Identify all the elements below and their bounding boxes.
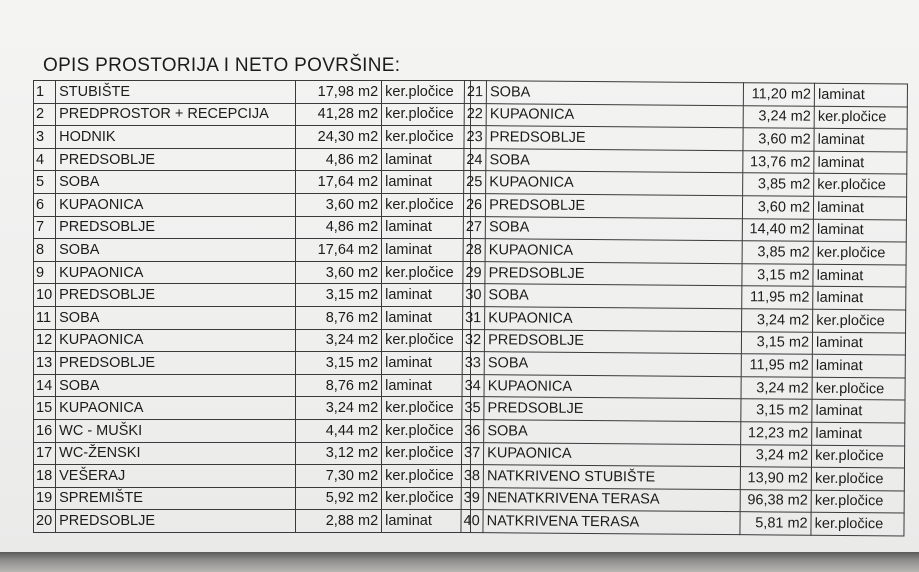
room-number: 36: [462, 419, 484, 442]
room-area: 11,95 m2: [742, 286, 813, 309]
room-flooring: ker.pločice: [382, 465, 471, 488]
rooms-table-right: [460, 80, 908, 536]
room-name: KUPAONICA: [484, 374, 741, 399]
room-name: PREDSOBLJE: [56, 284, 296, 307]
room-name: PREDSOBLJE: [484, 397, 741, 422]
room-number: 13: [34, 352, 56, 375]
room-number: 9: [34, 261, 56, 284]
room-number: 29: [463, 261, 485, 284]
room-area: 4,86 m2: [296, 148, 382, 171]
room-flooring: laminat: [382, 171, 471, 194]
room-flooring: ker.pločice: [382, 397, 471, 420]
room-row: [34, 374, 471, 397]
room-flooring: laminat: [814, 196, 907, 219]
room-flooring: ker.pločice: [382, 103, 471, 126]
room-name: PREDSOBLJE: [56, 216, 296, 239]
room-number: 21: [464, 81, 486, 104]
room-area: 8,76 m2: [296, 306, 382, 329]
room-number: 30: [463, 284, 485, 307]
room-flooring: ker.pločice: [811, 513, 904, 536]
room-area: 3,15 m2: [296, 284, 382, 307]
room-row: [461, 510, 904, 536]
room-name: SOBA: [56, 171, 296, 194]
room-row: [34, 352, 471, 375]
room-area: 96,38 m2: [740, 489, 811, 512]
room-name: NENATKRIVENA TERASA: [483, 487, 740, 512]
room-name: STUBIŠTE: [56, 81, 296, 104]
page-bottom-edge: [0, 552, 919, 572]
room-number: 27: [463, 216, 485, 239]
room-number: 20: [34, 510, 56, 533]
room-area: 3,15 m2: [741, 331, 812, 354]
room-number: 22: [464, 103, 486, 126]
room-number: 10: [34, 284, 56, 307]
room-number: 32: [462, 329, 484, 352]
room-row: [34, 397, 471, 420]
room-row: [34, 329, 471, 352]
room-row: [34, 261, 471, 284]
room-number: 11: [34, 306, 56, 329]
room-row: [34, 239, 471, 262]
room-flooring: ker.pločice: [814, 174, 907, 197]
room-flooring: laminat: [812, 332, 905, 355]
room-name: WC - MUŠKI: [56, 419, 296, 442]
room-flooring: laminat: [814, 128, 907, 151]
room-flooring: laminat: [382, 239, 471, 262]
room-flooring: laminat: [812, 354, 905, 377]
room-flooring: ker.pločice: [811, 467, 904, 490]
room-name: KUPAONICA: [56, 397, 296, 420]
room-area: 3,24 m2: [743, 105, 814, 128]
room-row: [34, 148, 471, 171]
room-flooring: ker.pločice: [382, 193, 471, 216]
room-name: SOBA: [485, 284, 742, 309]
room-name: KUPAONICA: [485, 239, 742, 264]
room-flooring: laminat: [813, 264, 906, 287]
room-name: SOBA: [484, 420, 741, 445]
room-area: 13,76 m2: [743, 150, 814, 173]
room-number: 19: [34, 487, 56, 510]
room-area: 3,24 m2: [296, 329, 382, 352]
room-flooring: laminat: [382, 352, 471, 375]
room-area: 11,95 m2: [741, 354, 812, 377]
room-name: PREDSOBLJE: [56, 510, 296, 533]
room-number: 35: [462, 397, 484, 420]
room-flooring: laminat: [812, 422, 905, 445]
room-area: 41,28 m2: [296, 103, 382, 126]
room-name: KUPAONICA: [486, 103, 743, 128]
room-flooring: ker.pločice: [814, 106, 907, 129]
room-row: [34, 487, 471, 510]
room-area: 3,15 m2: [741, 399, 812, 422]
room-area: 3,24 m2: [296, 397, 382, 420]
room-area: 17,64 m2: [296, 239, 382, 262]
room-row: [34, 216, 471, 239]
room-number: 8: [34, 239, 56, 262]
room-area: 13,90 m2: [740, 467, 811, 490]
room-number: 28: [463, 239, 485, 262]
room-row: [34, 465, 471, 488]
room-name: SOBA: [56, 374, 296, 397]
room-number: 7: [34, 216, 56, 239]
room-area: 3,24 m2: [741, 444, 812, 467]
room-number: 33: [462, 352, 484, 375]
room-name: PREDSOBLJE: [486, 194, 743, 219]
room-flooring: ker.pločice: [812, 377, 905, 400]
room-number: 24: [464, 148, 486, 171]
room-name: KUPAONICA: [56, 329, 296, 352]
room-name: SOBA: [484, 352, 741, 377]
room-flooring: ker.pločice: [812, 445, 905, 468]
room-area: 3,60 m2: [743, 128, 814, 151]
room-name: KUPAONICA: [56, 261, 296, 284]
room-name: PREDSOBLJE: [486, 126, 743, 151]
room-number: 14: [34, 374, 56, 397]
rooms-table-left: [33, 80, 471, 533]
room-number: 5: [34, 171, 56, 194]
room-area: 2,88 m2: [296, 510, 382, 533]
room-row: [34, 442, 471, 465]
room-number: 40: [461, 510, 483, 533]
room-flooring: laminat: [382, 216, 471, 239]
room-number: 12: [34, 329, 56, 352]
document-title: OPIS PROSTORIJA I NETO POVRŠINE:: [43, 55, 401, 76]
room-name: KUPAONICA: [56, 193, 296, 216]
room-flooring: ker.pločice: [813, 309, 906, 332]
room-name: PREDSOBLJE: [56, 352, 296, 375]
room-number: 39: [461, 487, 483, 510]
room-flooring: ker.pločice: [811, 490, 904, 513]
room-name: KUPAONICA: [486, 171, 743, 196]
room-flooring: laminat: [813, 287, 906, 310]
room-area: 3,60 m2: [296, 261, 382, 284]
room-number: 37: [461, 442, 483, 465]
room-name: KUPAONICA: [485, 307, 742, 332]
room-flooring: ker.pločice: [813, 241, 906, 264]
room-name: SOBA: [486, 81, 743, 106]
room-number: 23: [464, 126, 486, 149]
room-flooring: laminat: [382, 374, 471, 397]
room-area: 8,76 m2: [296, 374, 382, 397]
room-name: VEŠERAJ: [56, 465, 296, 488]
room-flooring: laminat: [813, 219, 906, 242]
room-area: 5,81 m2: [740, 512, 811, 535]
room-name: SOBA: [486, 148, 743, 173]
room-flooring: ker.pločice: [382, 81, 471, 104]
room-row: [34, 284, 471, 307]
room-name: PREDSOBLJE: [485, 329, 742, 354]
room-area: 11,20 m2: [743, 83, 814, 106]
room-area: 17,64 m2: [296, 171, 382, 194]
room-row: [34, 510, 471, 533]
room-number: 34: [462, 374, 484, 397]
room-name: SOBA: [56, 306, 296, 329]
room-flooring: laminat: [382, 510, 471, 533]
room-area: 4,44 m2: [296, 419, 382, 442]
room-number: 2: [34, 103, 56, 126]
room-area: 3,60 m2: [743, 196, 814, 219]
room-name: HODNIK: [56, 126, 296, 149]
room-row: [34, 171, 471, 194]
room-name: KUPAONICA: [484, 442, 741, 467]
room-number: 4: [34, 148, 56, 171]
room-row: [34, 126, 471, 149]
room-row: [34, 81, 471, 104]
room-flooring: ker.pločice: [382, 126, 471, 149]
room-number: 1: [34, 81, 56, 104]
room-row: [34, 419, 471, 442]
room-area: 3,24 m2: [742, 309, 813, 332]
room-flooring: laminat: [812, 400, 905, 423]
room-area: 17,98 m2: [296, 81, 382, 104]
room-area: 3,85 m2: [742, 241, 813, 264]
room-area: 3,12 m2: [296, 442, 382, 465]
room-row: [34, 193, 471, 216]
room-area: 12,23 m2: [741, 422, 812, 445]
room-flooring: ker.pločice: [382, 419, 471, 442]
room-name: PREDSOBLJE: [56, 148, 296, 171]
room-flooring: laminat: [382, 148, 471, 171]
room-flooring: ker.pločice: [382, 261, 471, 284]
room-area: 3,60 m2: [296, 193, 382, 216]
room-flooring: ker.pločice: [382, 442, 471, 465]
room-area: 7,30 m2: [296, 465, 382, 488]
room-area: 3,85 m2: [743, 173, 814, 196]
room-area: 3,15 m2: [296, 352, 382, 375]
room-number: 17: [34, 442, 56, 465]
room-flooring: ker.pločice: [382, 487, 471, 510]
room-flooring: laminat: [382, 306, 471, 329]
room-name: WC-ŽENSKI: [56, 442, 296, 465]
room-flooring: ker.pločice: [382, 329, 471, 352]
room-area: 3,24 m2: [741, 376, 812, 399]
room-number: 15: [34, 397, 56, 420]
room-number: 3: [34, 126, 56, 149]
room-flooring: laminat: [814, 151, 907, 174]
room-name: NATKRIVENO STUBIŠTE: [483, 465, 740, 490]
room-name: SOBA: [485, 216, 742, 241]
room-name: NATKRIVENA TERASA: [483, 510, 740, 535]
room-area: 5,92 m2: [296, 487, 382, 510]
room-area: 4,86 m2: [296, 216, 382, 239]
room-area: 3,15 m2: [742, 263, 813, 286]
room-number: 25: [464, 171, 486, 194]
room-name: PREDSOBLJE: [485, 261, 742, 286]
room-name: SOBA: [56, 239, 296, 262]
room-number: 16: [34, 419, 56, 442]
room-number: 18: [34, 465, 56, 488]
room-area: 24,30 m2: [296, 126, 382, 149]
room-number: 38: [461, 465, 483, 488]
room-name: SPREMIŠTE: [56, 487, 296, 510]
room-number: 26: [463, 193, 485, 216]
room-number: 6: [34, 193, 56, 216]
room-name: PREDPROSTOR + RECEPCIJA: [56, 103, 296, 126]
room-row: [34, 306, 471, 329]
room-area: 14,40 m2: [742, 218, 813, 241]
room-flooring: laminat: [814, 83, 907, 106]
room-number: 31: [463, 306, 485, 329]
room-flooring: laminat: [382, 284, 471, 307]
room-row: [34, 103, 471, 126]
